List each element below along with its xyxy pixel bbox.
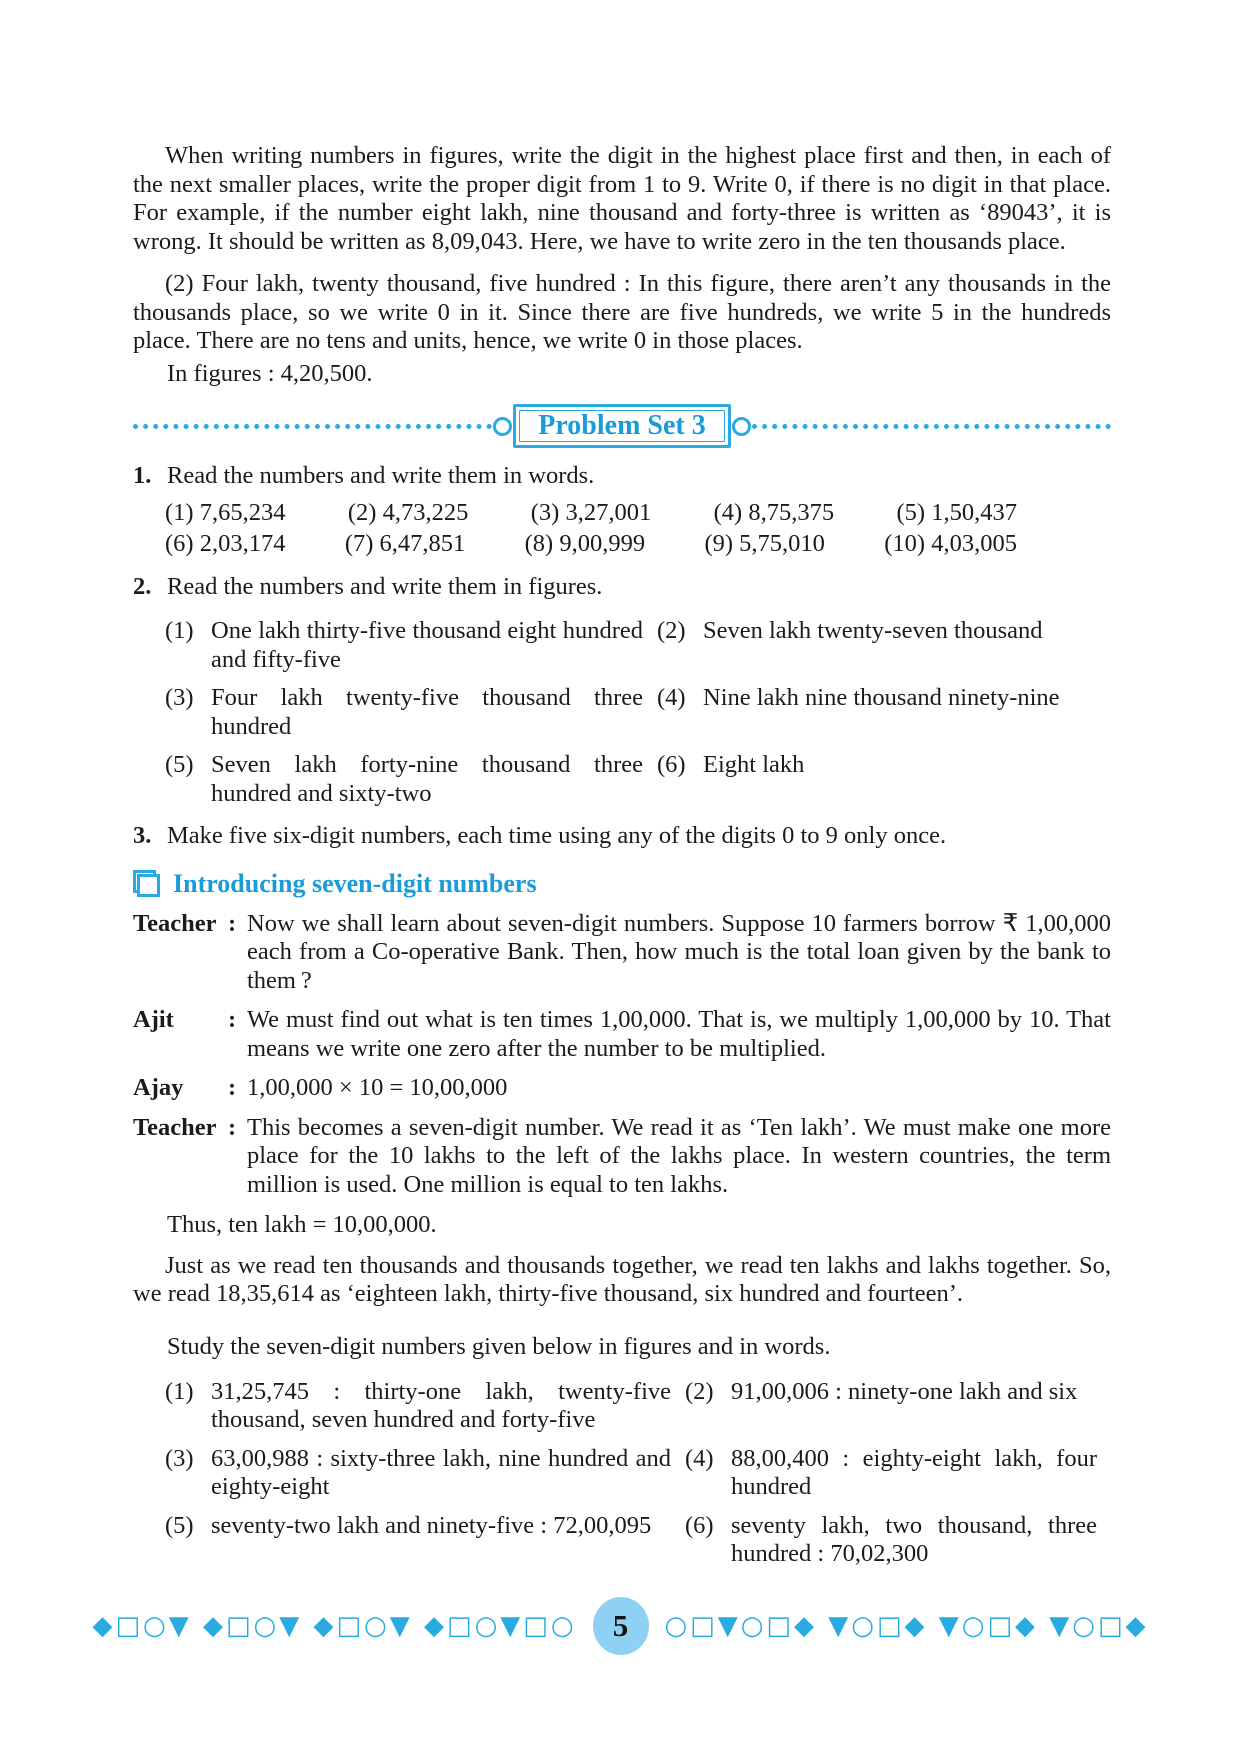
speaker-name: Teacher — [133, 1113, 217, 1141]
speaker-name: Ajay — [133, 1074, 184, 1101]
list-item — [657, 617, 1111, 674]
item-number: (6) — [657, 751, 686, 778]
problem-set-box — [513, 404, 730, 448]
number-item: (1) 7,65,234 — [165, 498, 286, 526]
number-item: (10) 4,03,005 — [884, 530, 1017, 557]
item-number: (2) — [685, 1377, 714, 1405]
item-number: (4) — [657, 684, 686, 711]
speaker-name: Teacher — [133, 909, 217, 937]
pages-icon — [133, 870, 161, 898]
footer-shapes-right-icon: ○□▼○□◆ ▼○□◆ ▼○□◆ ▼○□◆ — [664, 1611, 1149, 1641]
decorative-footer — [0, 1597, 1241, 1655]
dialogue-entry — [133, 1006, 1111, 1063]
question-2-number: 2. — [133, 572, 152, 600]
dialogue-entry — [133, 1074, 1111, 1103]
list-item — [657, 751, 1111, 808]
list-item — [165, 1512, 685, 1569]
question-2-items — [133, 607, 1111, 808]
item-number: (3) — [165, 1444, 194, 1472]
item-text: Seven lakh forty-nine thousand three hundred and sixty-two — [211, 751, 643, 807]
problem-set-banner — [133, 404, 1111, 448]
question-2-text: Read the numbers and write them in figures. — [167, 572, 603, 600]
list-item — [165, 684, 657, 741]
page-number-badge — [593, 1597, 649, 1655]
question-3-text: Make five six-digit numbers, each time using any of the digits 0 to 9 only once. — [167, 822, 947, 849]
item-text: 91,00,006 : ninety-one lakh and six — [731, 1377, 1078, 1405]
question-1-number-list — [133, 499, 1111, 559]
item-text: 88,00,400 : eighty-eight lakh, four hundred — [731, 1444, 1097, 1500]
speaker-colon: : — [228, 1113, 237, 1141]
dialogue-text: We must find out what is ten times 1,00,000. That is, we multiply 1,00,000 by 10. That means we write one zero after the number to be multiplied. — [247, 1006, 1111, 1062]
lakhs-paragraph: Just as we read ten thousands and thousands together, we read ten lakhs and lakhs together. So, we read 18,35,614 as ‘eighteen lakh, thirty-five thousand, six hundred and fourteen’. — [133, 1251, 1111, 1307]
study-intro: Study the seven-digit numbers given below in figures and in words. — [167, 1333, 831, 1360]
item-text: 63,00,988 : sixty-three lakh, nine hundred and eighty-eight — [211, 1444, 671, 1500]
dotted-rule-right — [752, 424, 1111, 429]
list-item — [165, 1378, 685, 1435]
problem-set-title: Problem Set 3 — [538, 410, 706, 441]
speaker-name: Ajit — [133, 1006, 174, 1033]
item-text: One lakh thirty-five thousand eight hundred and fifty-five — [211, 617, 643, 673]
list-item — [165, 617, 657, 674]
list-item — [165, 1445, 685, 1502]
number-item: (5) 1,50,437 — [896, 498, 1017, 526]
number-row-1 — [165, 499, 1017, 528]
study-items — [133, 1368, 1111, 1569]
list-item — [685, 1378, 1111, 1435]
banner-circle-left-icon — [493, 417, 512, 436]
banner-circle-right-icon — [732, 417, 751, 436]
number-row-2 — [165, 530, 1017, 559]
item-number: (4) — [685, 1444, 714, 1472]
speaker-colon: : — [228, 1006, 237, 1033]
number-item: (7) 6,47,851 — [344, 530, 466, 557]
item-number: (1) — [165, 617, 194, 644]
question-1-heading — [133, 462, 1111, 491]
figures-line: In figures : 4,20,500. — [167, 359, 373, 387]
question-1-number: 1. — [133, 462, 152, 489]
item-text: Seven lakh twenty-seven thousand — [703, 617, 1043, 644]
question-3-number: 3. — [133, 822, 152, 849]
question-2-heading — [133, 573, 1111, 602]
item-number: (5) — [165, 1511, 194, 1539]
item-number: (2) — [657, 617, 686, 644]
section-heading — [133, 869, 1111, 899]
footer-shapes-left-icon: ◆□○▼ ◆□○▼ ◆□○▼ ◆□○▼□○ — [92, 1611, 577, 1641]
list-item — [685, 1445, 1111, 1502]
item-text: Four lakh twenty-five thousand three hundred — [211, 684, 643, 740]
number-item: (2) 4,73,225 — [347, 498, 469, 526]
intro-paragraph-2: (2) Four lakh, twenty thousand, five hundred : In this figure, there aren’t any thousands in the thousands place, so we write 0 in it. Since there are five hundreds, we write 5 in the hundreds place. There are no tens and units, hence, we write 0 in those places. — [133, 270, 1111, 354]
item-text: Eight lakh — [703, 751, 805, 778]
dialogue-entry — [133, 1114, 1111, 1200]
item-text: seventy lakh, two thousand, three hundred : 70,02,300 — [731, 1511, 1097, 1567]
item-text: Nine lakh nine thousand ninety-nine — [703, 684, 1060, 711]
list-item — [685, 1512, 1111, 1569]
item-text: seventy-two lakh and ninety-five : 72,00,095 — [211, 1511, 652, 1539]
section-title: Introducing seven-digit numbers — [173, 868, 537, 898]
page-number: 5 — [612, 1608, 629, 1643]
dialogue-text: 1,00,000 × 10 = 10,00,000 — [247, 1074, 508, 1101]
list-item — [657, 684, 1111, 741]
dotted-rule-left — [133, 424, 492, 429]
dialogue-text: Now we shall learn about seven-digit numbers. Suppose 10 farmers borrow ₹ 1,00,000 each from a Co-operative Bank. Then, how much is the total loan given by the bank to them ? — [247, 909, 1111, 994]
item-number: (6) — [685, 1511, 714, 1539]
question-1-text: Read the numbers and write them in words. — [167, 462, 595, 489]
item-number: (3) — [165, 684, 194, 711]
intro-paragraph-1: When writing numbers in figures, write the digit in the highest place first and then, in each of the next smaller places, write the proper digit from 1 to 9. Write 0, if there is no digit in that place. For example, if the number eight lakh, nine thousand and forty-three is written as ‘89043’, it is wrong. It should be written as 8,09,043. Here, we have to write zero in the ten thousands place. — [133, 142, 1111, 255]
number-item: (6) 2,03,174 — [165, 530, 286, 557]
dialogue-text: This becomes a seven-digit number. We read it as ‘Ten lakh’. We must make one more place for the 10 lakhs to the left of the lakhs place. In western countries, the term million is used. One million is equal to ten lakhs. — [247, 1113, 1111, 1198]
dialogue-entry — [133, 910, 1111, 996]
item-number: (1) — [165, 1377, 194, 1405]
number-item: (8) 9,00,999 — [524, 530, 646, 557]
number-item: (3) 3,27,001 — [530, 498, 652, 526]
number-item: (9) 5,75,010 — [704, 530, 825, 557]
page-content — [133, 142, 1111, 1569]
item-number: (5) — [165, 751, 194, 778]
list-item — [165, 751, 657, 808]
speaker-colon: : — [228, 1074, 237, 1101]
speaker-colon: : — [228, 909, 237, 937]
question-3-heading — [133, 822, 1111, 851]
thus-line: Thus, ten lakh = 10,00,000. — [167, 1211, 437, 1238]
number-item: (4) 8,75,375 — [713, 498, 835, 526]
item-text: 31,25,745 : thirty-one lakh, twenty-five thousand, seven hundred and forty-five — [211, 1377, 671, 1433]
